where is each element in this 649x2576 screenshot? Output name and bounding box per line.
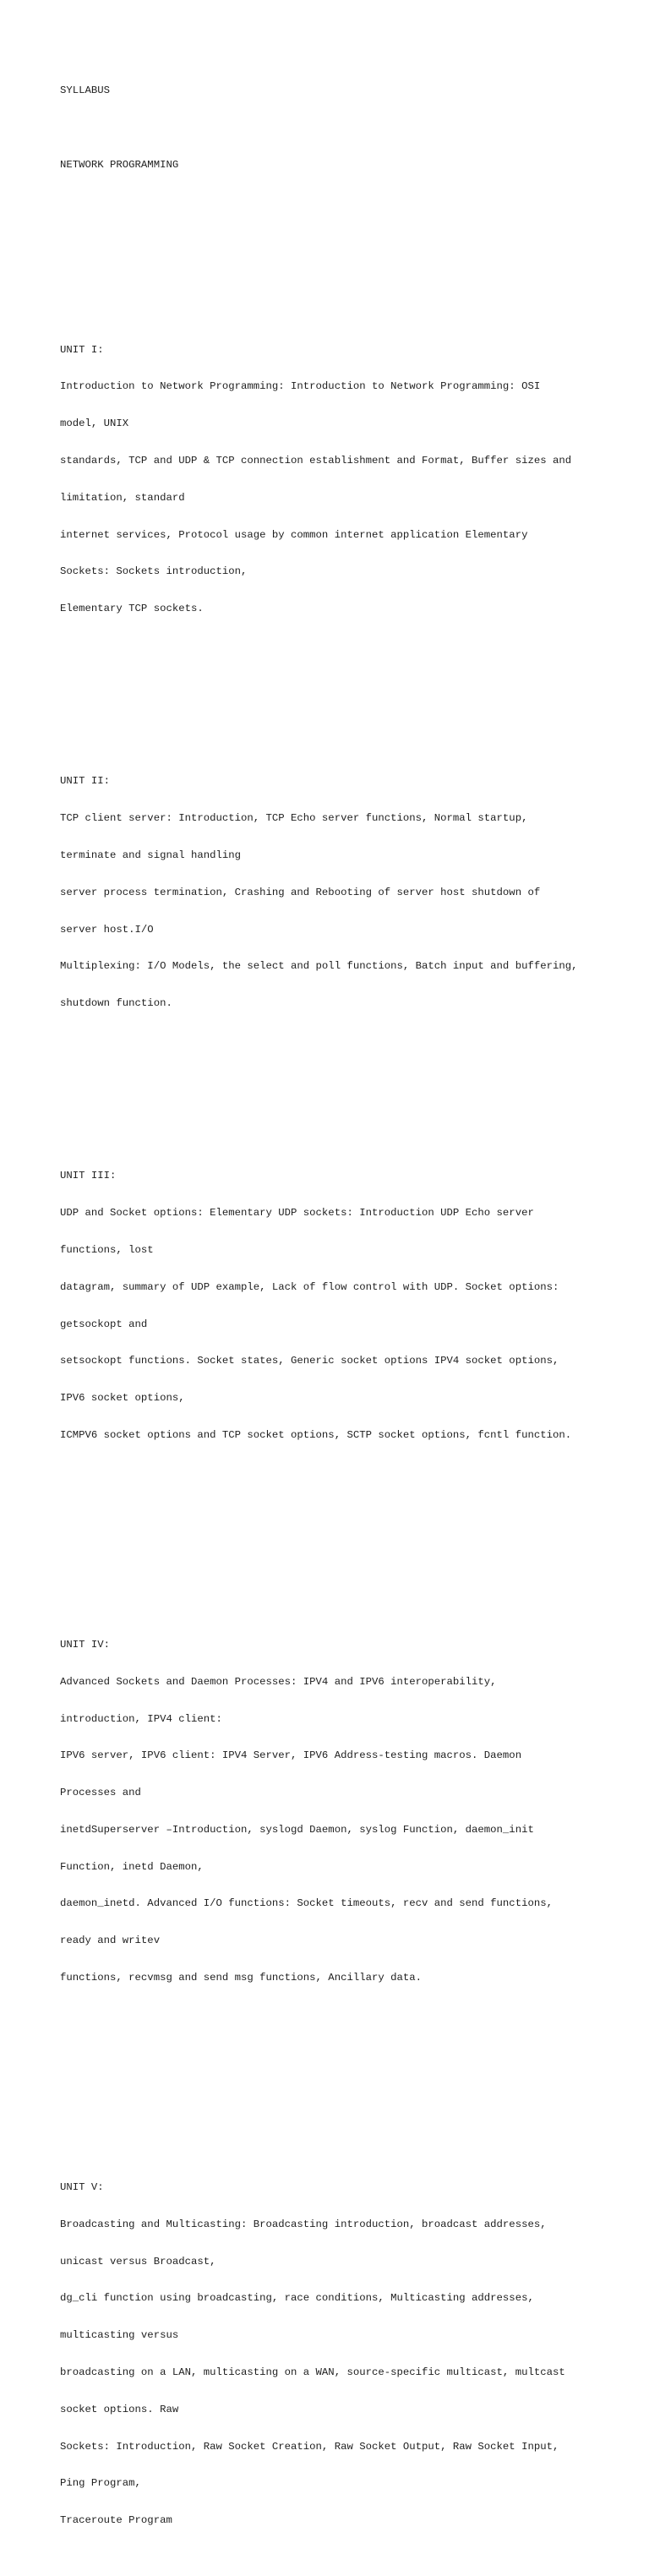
- unit-line: Broadcasting and Multicasting: Broadcasting introduction, broadcast addresses,: [60, 2218, 547, 2230]
- unit-line: Sockets: Sockets introduction,: [60, 565, 248, 578]
- unit-line: ICMPV6 socket options and TCP socket options, SCTP socket options, fcntl function.: [60, 1428, 572, 1441]
- unit-line: IPV6 server, IPV6 client: IPV4 Server, IPV6 Address-testing macros. Daemon: [60, 1749, 522, 1762]
- unit-line: datagram, summary of UDP example, Lack of flow control with UDP. Socket options:: [60, 1280, 559, 1293]
- unit-line: terminate and signal handling: [60, 849, 242, 861]
- subject-title: NETWORK PROGRAMMING: [60, 158, 179, 171]
- unit-line: functions, recvmsg and send msg functions, Ancillary data.: [60, 1972, 423, 1984]
- unit-title: UNIT II:: [60, 775, 111, 788]
- unit-line: broadcasting on a LAN, multicasting on a WAN, source-specific multicast, multcast: [60, 2366, 565, 2379]
- blank-line: [60, 2071, 618, 2083]
- unit-title: UNIT V:: [60, 2181, 104, 2194]
- unit-line: shutdown function.: [60, 997, 172, 1010]
- blank-line: [60, 1096, 618, 1109]
- unit-line: server host.I/O: [60, 923, 154, 936]
- blank-line: [60, 232, 618, 245]
- blank-line: [60, 122, 618, 134]
- unit-line: inetdSuperserver –Introduction, syslogd Daemon, syslog Function, daemon_init: [60, 1823, 534, 1836]
- blank-line: [60, 2108, 618, 2120]
- blank-line: [60, 1564, 618, 1577]
- unit-line: Advanced Sockets and Daemon Processes: IPV4 and IPV6 interoperability,: [60, 1675, 497, 1688]
- unit-4: [60, 1614, 618, 2009]
- unit-line: IPV6 socket options,: [60, 1392, 185, 1405]
- unit-line: limitation, standard: [60, 491, 185, 504]
- unit-line: functions, lost: [60, 1244, 154, 1256]
- blank-line: [60, 664, 618, 677]
- unit-line: introduction, IPV4 client:: [60, 1712, 222, 1725]
- unit-line: getsockopt and: [60, 1318, 148, 1330]
- unit-line: TCP client server: Introduction, TCP Echo server functions, Normal startup,: [60, 812, 528, 825]
- unit-line: Sockets: Introduction, Raw Socket Creation, Raw Socket Output, Raw Socket Input,: [60, 2440, 559, 2453]
- unit-line: Elementary TCP sockets.: [60, 603, 204, 615]
- unit-line: Multiplexing: I/O Models, the select and poll functions, Batch input and buffering,: [60, 960, 578, 973]
- unit-line: dg_cli function using broadcasting, race conditions, Multicasting addresses,: [60, 2292, 534, 2305]
- unit-line: model, UNIX: [60, 418, 129, 430]
- unit-line: server process termination, Crashing and Rebooting of server host shutdown of: [60, 886, 541, 898]
- unit-1: [60, 319, 618, 639]
- syllabus-text: [60, 60, 618, 2576]
- unit-line: Processes and: [60, 1787, 141, 1799]
- unit-line: Ping Program,: [60, 2477, 141, 2490]
- unit-title: UNIT IV:: [60, 1639, 111, 1651]
- unit-line: internet services, Protocol usage by common internet application Elementary: [60, 528, 528, 541]
- unit-line: UDP and Socket options: Elementary UDP sockets: Introduction UDP Echo server: [60, 1207, 534, 1220]
- unit-line: Function, inetd Daemon,: [60, 1860, 204, 1873]
- blank-line: [60, 270, 618, 282]
- blank-line: [60, 1059, 618, 1072]
- unit-line: ready and writev: [60, 1935, 161, 1947]
- unit-title: UNIT I:: [60, 343, 104, 356]
- unit-line: daemon_inetd. Advanced I/O functions: Socket timeouts, recv and send functions,: [60, 1897, 553, 1910]
- unit-line: Introduction to Network Programming: Introduction to Network Programming: OSI: [60, 380, 541, 393]
- unit-line: socket options. Raw: [60, 2403, 179, 2415]
- blank-line: [60, 196, 618, 209]
- unit-line: setsockopt functions. Socket states, Generic socket options IPV4 socket options,: [60, 1355, 559, 1367]
- unit-2: [60, 750, 618, 1034]
- blank-line: [60, 1491, 618, 1504]
- unit-title: UNIT III:: [60, 1170, 117, 1182]
- unit-line: multicasting versus: [60, 2329, 179, 2342]
- unit-5: [60, 2157, 618, 2551]
- unit-line: unicast versus Broadcast,: [60, 2255, 216, 2268]
- document-heading: SYLLABUS: [60, 85, 111, 97]
- blank-line: [60, 2033, 618, 2046]
- unit-3: [60, 1145, 618, 1465]
- unit-line: Traceroute Program: [60, 2514, 172, 2527]
- blank-line: [60, 701, 618, 714]
- blank-line: [60, 1528, 618, 1541]
- unit-line: standards, TCP and UDP & TCP connection establishment and Format, Buffer sizes and: [60, 455, 572, 467]
